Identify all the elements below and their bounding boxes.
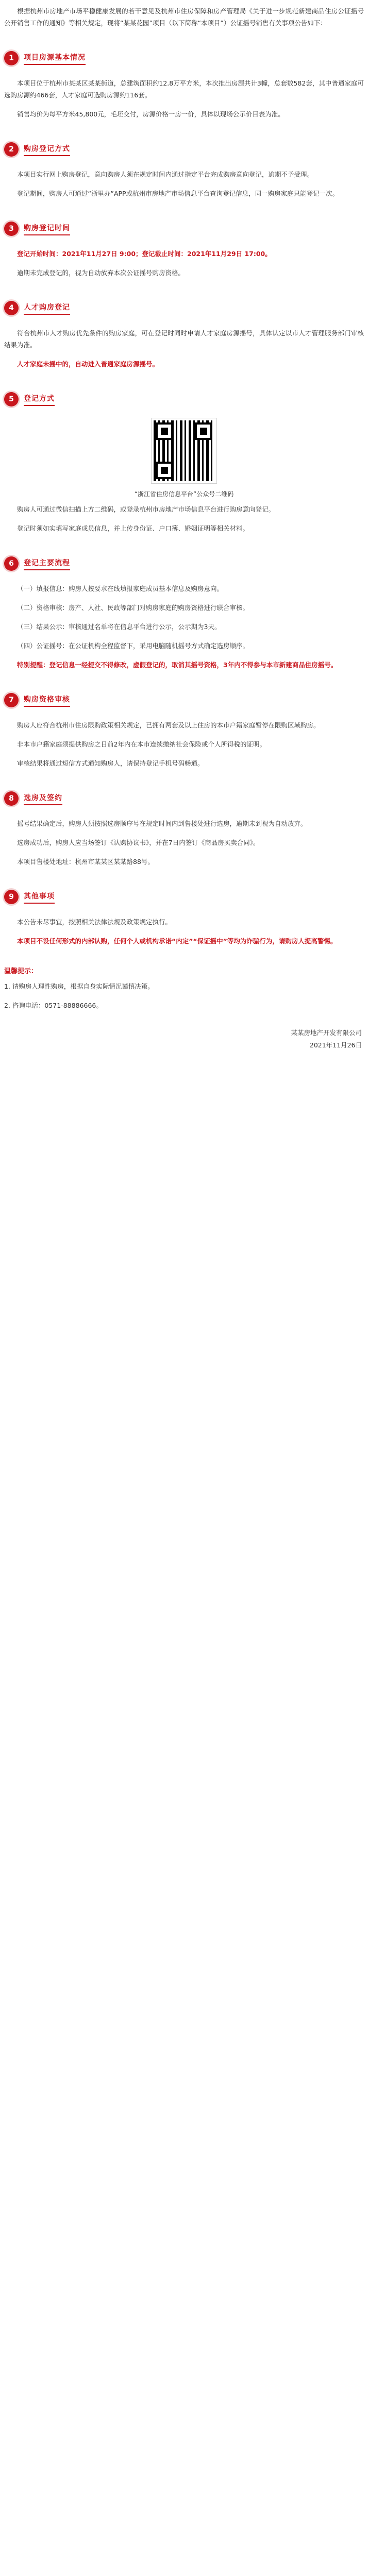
section-9-paragraph-1: 本公告未尽事宜，按照相关法律法规及政策规定执行。: [17, 918, 172, 926]
section-6-paragraph-4: （四）公证摇号：在公证机构全程监督下，采用电脑随机摇号方式确定选房顺序。: [17, 642, 249, 650]
section-number-badge: 6: [4, 556, 19, 571]
section-8-paragraph-2: 选房成功后，购房人应当场签订《认购协议书》，并在7日内签订《商品房买卖合同》。: [17, 839, 260, 846]
section-8-paragraph-1: 摇号结果确定后，购房人须按照选房顺序号在规定时间内到售楼处进行选房，逾期未到视为自动放弃。: [17, 820, 307, 827]
section-6-paragraph-3: （三）结果公示：审核通过名单将在信息平台进行公示，公示期为3天。: [17, 623, 221, 631]
qr-code-block: [4, 418, 364, 498]
section-number-badge: 2: [4, 142, 19, 157]
section-6-paragraph-5: 特别提醒：登记信息一经提交不得修改，虚假登记的，取消其摇号资格，3年内不得参与本市新建商品住房摇号。: [17, 661, 338, 669]
section-1-paragraph-1: 本项目位于杭州市某某区某某街道，总建筑面积约12.8万平方米，本次推出房源共计3幢，总套数582套，其中普通家庭可选购房源约466套，人才家庭可选购房源约116套。: [4, 79, 364, 99]
section-number-badge: 5: [4, 392, 19, 406]
section-title: 购房登记方式: [24, 143, 70, 156]
section-5-paragraph-1: 购房人可通过微信扫描上方二维码，或登录杭州市房地产市场信息平台进行购房意向登记。: [17, 505, 275, 513]
section-3-header: [4, 219, 87, 239]
section-5-paragraph-2: 登记时须如实填写家庭成员信息，并上传身份证、户口簿、婚姻证明等相关材料。: [17, 524, 249, 532]
section-1-header: [4, 48, 87, 68]
section-number-badge: 9: [4, 890, 19, 904]
section-6-paragraph-1: （一）填报信息：购房人按要求在线填报家庭成员基本信息及购房意向。: [17, 585, 224, 592]
section-number-badge: 8: [4, 791, 19, 806]
section-title: 购房登记时间: [24, 223, 70, 235]
section-title: 登记方式: [24, 393, 55, 406]
section-2-paragraph-2: 登记期间，购房人可通过“浙里办”APP或杭州市房地产市场信息平台查询登记信息，同一购房家庭只能登记一次。: [17, 190, 339, 197]
warm-tips-item-2: 2. 咨询电话：0571-88886666。: [4, 1002, 103, 1009]
section-9-header: [4, 887, 87, 907]
warm-tips-title: 温馨提示：: [4, 968, 38, 975]
section-7-paragraph-2: 非本市户籍家庭须提供购房之日前2年内在本市连续缴纳社会保险或个人所得税的证明。: [17, 740, 266, 748]
section-title: 选房及签约: [24, 792, 62, 805]
section-9-paragraph-2: 本项目不设任何形式的内部认购，任何个人或机构承诺“内定”“保证摇中”等均为诈骗行为，请购房人提高警惕。: [17, 937, 337, 945]
section-title: 项目房源基本情况: [24, 52, 86, 65]
section-4-header: [4, 298, 87, 318]
section-title: 其他事项: [24, 891, 55, 904]
section-6-header: [4, 554, 87, 573]
section-8-paragraph-3: 本项目售楼处地址：杭州市某某区某某路88号。: [17, 858, 154, 866]
section-2-header: [4, 140, 87, 159]
section-number-badge: 1: [4, 51, 19, 65]
section-4-paragraph-2: 人才家庭未摇中的，自动进入普通家庭房源摇号。: [17, 360, 159, 368]
section-5-header: [4, 389, 87, 409]
section-4-paragraph-1: 符合杭州市人才购房优先条件的购房家庭，可在登记时同时申请人才家庭房源摇号，具体认定以市人才管理服务部门审核结果为准。: [4, 329, 364, 349]
signature-block: [4, 1027, 362, 1052]
section-title: 购房资格审核: [24, 694, 70, 707]
section-7-paragraph-1: 购房人应符合杭州市住房限购政策相关规定，已拥有两套及以上住房的本市户籍家庭暂停在限购区域购房。: [17, 721, 320, 729]
intro-paragraph: 根据杭州市房地产市场平稳健康发展的若干意见及杭州市住房保障和房产管理局《关于进一步规范新建商品住房公证摇号公开销售工作的通知》等相关规定，现将“某某花园”项目（以下简称“本项目”）公证摇号销售有关事项公告如下：: [4, 7, 364, 27]
qr-code-caption: “浙江省住房信息平台”公众号二维码: [134, 490, 234, 498]
section-3-paragraph-1: 登记开始时间：2021年11月27日 9:00；登记截止时间：2021年11月29日 17:00。: [17, 250, 272, 258]
section-number-badge: 3: [4, 222, 19, 236]
qr-code-image[interactable]: [152, 418, 216, 483]
section-7-header: [4, 690, 87, 710]
section-6-paragraph-2: （二）资格审核：房产、人社、民政等部门对购房家庭的购房资格进行联合审核。: [17, 604, 249, 612]
warm-tips-item-1: 1. 请购房人理性购房，根据自身实际情况谨慎决策。: [4, 982, 154, 990]
section-number-badge: 4: [4, 301, 19, 315]
section-7-paragraph-3: 审核结果将通过短信方式通知购房人，请保持登记手机号码畅通。: [17, 759, 204, 767]
section-title: 人才购房登记: [24, 302, 70, 315]
section-number-badge: 7: [4, 693, 19, 707]
section-1-paragraph-2: 销售均价为每平方米45,800元，毛坯交付，房源价格一房一价，具体以现场公示价目表为准。: [17, 110, 285, 118]
section-title: 登记主要流程: [24, 557, 70, 570]
section-8-header: [4, 789, 87, 808]
publish-date: 2021年11月26日: [309, 1041, 362, 1049]
company-name: 某某房地产开发有限公司: [291, 1029, 362, 1037]
section-3-paragraph-2: 逾期未完成登记的，视为自动放弃本次公证摇号购房资格。: [17, 269, 185, 277]
section-2-paragraph-1: 本项目实行网上购房登记，意向购房人须在规定时间内通过指定平台完成购房意向登记，逾期不予受理。: [17, 171, 314, 178]
